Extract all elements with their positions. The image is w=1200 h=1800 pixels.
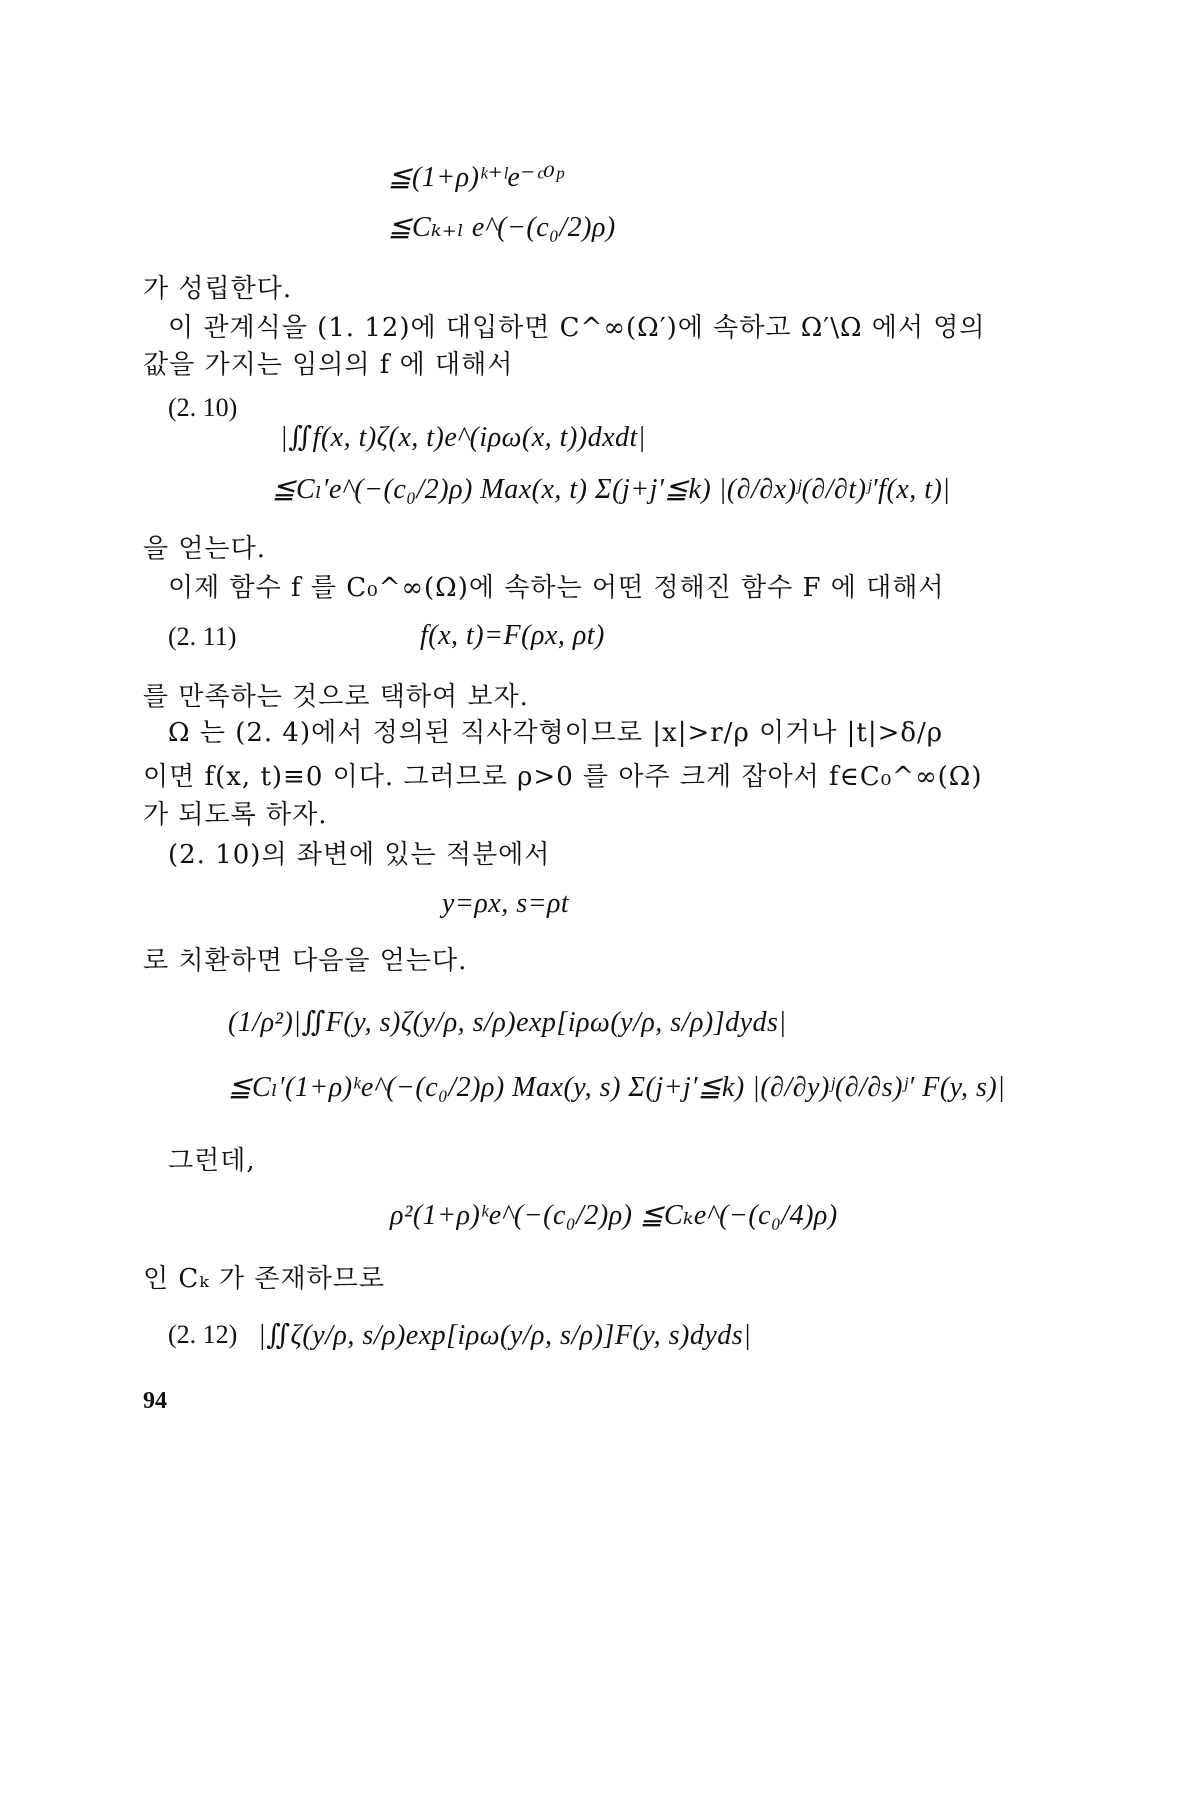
paragraph-omega: Ω 는 (2. 4)에서 정의된 직사각형이므로 |x|>r/ρ 이거나 |t|>δ/ρ	[168, 718, 944, 748]
paragraph-let: 가 되도록 하자.	[143, 800, 328, 830]
bound-equation: ρ²(1+ρ)ᵏe^(−(c₀/2)ρ) ≦Cₖe^(−(c₀/4)ρ)	[390, 1200, 838, 1231]
paragraph-substitute: 이 관계식을 (1. 12)에 대입하면 C^∞(Ω′)에 속하고 Ω′\Ω 에서 영의	[168, 313, 986, 343]
inequality-line-2: ≦Cₖ₊ₗ e^(−(c₀/2)ρ)	[388, 212, 616, 243]
paragraph-values: 값을 가지는 임의의 f 에 대해서	[143, 350, 514, 380]
equation-number-2-12: (2. 12)	[168, 1320, 238, 1349]
paragraph-holds: 가 성립한다.	[143, 274, 293, 304]
substitution-equation: y=ρx, s=ρt	[442, 888, 570, 919]
paragraph-obtain-1: 을 얻는다.	[143, 534, 266, 564]
equation-number-2-11: (2. 11)	[168, 622, 237, 651]
scaled-bound-equation: ≦Cₗ′(1+ρ)ᵏe^(−(c₀/2)ρ) Max(y, s) Σ(j+j′≦k) |(∂/∂y)ʲ(∂/∂s)ʲ′ F(y, s)|	[228, 1072, 1006, 1103]
paragraph-then: 이면 f(x, t)≡0 이다. 그러므로 ρ>0 를 아주 크게 잡아서 f∈C₀^∞(Ω)	[143, 762, 983, 792]
paragraph-however: 그런데,	[168, 1146, 256, 1176]
page-number: 94	[143, 1388, 167, 1414]
paragraph-now: 이제 함수 f 를 C₀^∞(Ω)에 속하는 어떤 정해진 함수 F 에 대해서	[168, 573, 945, 603]
paragraph-choose: 를 만족하는 것으로 택하여 보자.	[143, 682, 529, 712]
equation-number-2-10: (2. 10)	[168, 393, 238, 422]
equation-2-10-bound: ≦Cₗ′e^(−(c₀/2)ρ) Max(x, t) Σ(j+j′≦k) |(∂/∂x)ʲ(∂/∂t)ʲ′f(x, t)|	[272, 474, 951, 505]
paragraph-replace: 로 치환하면 다음을 얻는다.	[143, 946, 468, 976]
scaled-integral-equation: (1/ρ²)|∬F(y, s)ζ(y/ρ, s/ρ)exp[iρω(y/ρ, s/ρ)]dyds|	[228, 1007, 787, 1038]
paragraph-lhs: (2. 10)의 좌변에 있는 적분에서	[168, 840, 551, 870]
paragraph-exists: 인 Cₖ 가 존재하므로	[143, 1264, 385, 1294]
equation-2-12: |∬ζ(y/ρ, s/ρ)exp[iρω(y/ρ, s/ρ)]F(y, s)dyds|	[258, 1320, 752, 1351]
equation-2-10-integral: |∬f(x, t)ζ(x, t)e^(iρω(x, t))dxdt|	[280, 422, 647, 453]
inequality-line-1: ≦(1+ρ)ᵏ⁺ˡe⁻ᶜ⁰ᵖ	[388, 162, 564, 193]
equation-2-11: f(x, t)=F(ρx, ρt)	[420, 620, 605, 651]
